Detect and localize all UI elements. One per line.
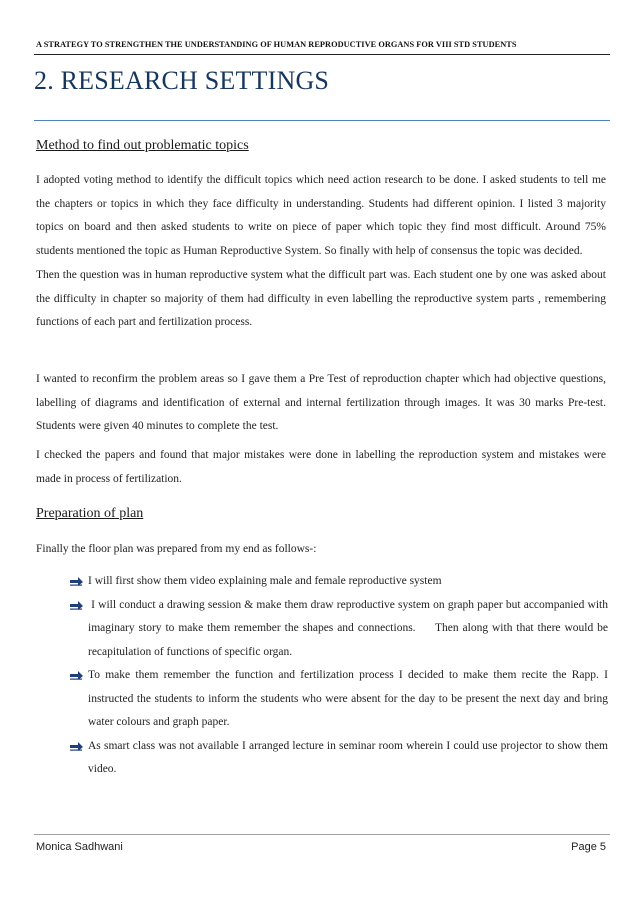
plan-item-text: As smart class was not available I arranged lecture in seminar room wherein I could use projector to show them video. bbox=[88, 739, 608, 775]
method-paragraph-2: Then the question was in human reproductive system what the difficult part was. Each student one by one was asked about the difficulty in chapter so majority of them had difficulty in even labelling the reproductive system parts , remembering functions of each part and fertilization process. bbox=[36, 269, 606, 328]
page-number: Page 5 bbox=[571, 841, 606, 853]
footer-author: Monica Sadhwani bbox=[36, 841, 123, 853]
arrow-bullet-icon bbox=[70, 600, 83, 610]
plan-item bbox=[36, 735, 608, 782]
method-paragraph-3: I wanted to reconfirm the problem areas so I gave them a Pre Test of reproduction chapter which had objective questions, labelling of diagrams and identification of external and internal fertilization through images. It was 30 marks Pre-test. Students were given 40 minutes to complete the test. bbox=[36, 373, 606, 432]
method-paragraph-1: I adopted voting method to identify the difficult topics which need action research to be done. I asked students to tell me the chapters or topics in which they face difficulty in understanding. Students had different opinion. I listed 3 majority topics on board and then asked students to write on piece of paper which topic they find most difficult. Around 75% students mentioned the topic as Human Reproductive System. So finally with help of consensus the topic was decided. bbox=[36, 174, 606, 257]
arrow-bullet-icon bbox=[70, 670, 83, 680]
plan-item bbox=[36, 594, 611, 665]
plan-heading: Preparation of plan bbox=[36, 506, 144, 521]
section-title: 2. RESEARCH SETTINGS bbox=[34, 66, 330, 95]
arrow-bullet-icon bbox=[70, 576, 83, 586]
arrow-bullet-icon bbox=[70, 741, 83, 751]
title-divider bbox=[34, 120, 610, 121]
plan-item bbox=[36, 664, 608, 735]
method-paragraph-4: I checked the papers and found that major mistakes were done in labelling the reproduction system and mistakes were made in process of fertilization. bbox=[36, 449, 606, 485]
footer-divider bbox=[34, 834, 610, 835]
plan-item-text: I will first show them video explaining male and female reproductive system bbox=[88, 575, 442, 587]
plan-item bbox=[36, 570, 608, 594]
running-header: A STRATEGY TO STRENGTHEN THE UNDERSTANDING OF HUMAN REPRODUCTIVE ORGANS FOR VIII STD STUDENTS bbox=[36, 40, 517, 49]
header-divider bbox=[34, 54, 610, 55]
plan-item-text: I will conduct a drawing session & make them draw reproductive system on graph paper but accompanied with imaginary story to make them remember the shapes and connections. Then along with that there would be recapitulation of functions of specific organ. bbox=[88, 598, 611, 658]
plan-intro: Finally the floor plan was prepared from my end as follows-: bbox=[36, 543, 317, 555]
plan-item-text: To make them remember the function and fertilization process I decided to make them recite the Rapp. I instructed the students to inform the students who were absent for the day to be present the next day and bring water colours and graph paper. bbox=[88, 669, 608, 728]
plan-list bbox=[36, 570, 611, 782]
method-heading: Method to find out problematic topics bbox=[36, 138, 249, 153]
